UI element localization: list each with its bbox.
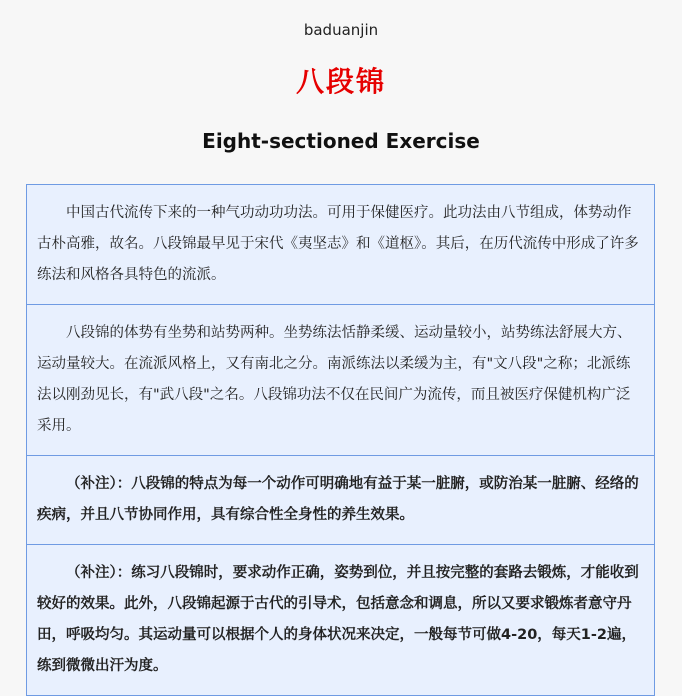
paragraph-intro: 中国古代流传下来的一种气功动功功法。可用于保健医疗。此功法由八节组成，体势动作古朴高雅，故名。八段锦最早见于宋代《夷坚志》和《道枢》。其后，在历代流传中形成了许多练法和风格各具特色的流派。 xyxy=(37,205,639,283)
page-label: baduanjin xyxy=(303,21,379,39)
english-title: Eight-sectioned Exercise xyxy=(202,129,480,153)
chinese-title: 八段锦 xyxy=(295,65,386,98)
content-box xyxy=(26,184,655,696)
paragraph-note-features: （补注）：八段锦的特点为每一个动作可明确地有益于某一脏腑，或防治某一脏腑、经络的疾病，并且八节协同作用，具有综合性全身性的养生效果。 xyxy=(27,455,654,544)
paragraph-styles: 八段锦的体势有坐势和站势两种。坐势练法恬静柔缓、运动量较小，站势练法舒展大方、运动量较大。在流派风格上，又有南北之分。南派练法以柔缓为主，有"文八段"之称；北派练法以刚劲见长，有"武八段"之名。八段锦功法不仅在民间广为流传，而且被医疗保健机构广泛采用。 xyxy=(27,304,654,455)
paragraph-note-practice: （补注）：练习八段锦时，要求动作正确，姿势到位，并且按完整的套路去锻炼，才能收到较好的效果。此外，八段锦起源于古代的引导术，包括意念和调息，所以又要求锻炼者意守丹田，呼吸均匀。其运动量可以根据个人的身体状况来决定，一般每节可做4-20，每天1-2遍，练到微微出汗为度。 xyxy=(27,544,654,695)
